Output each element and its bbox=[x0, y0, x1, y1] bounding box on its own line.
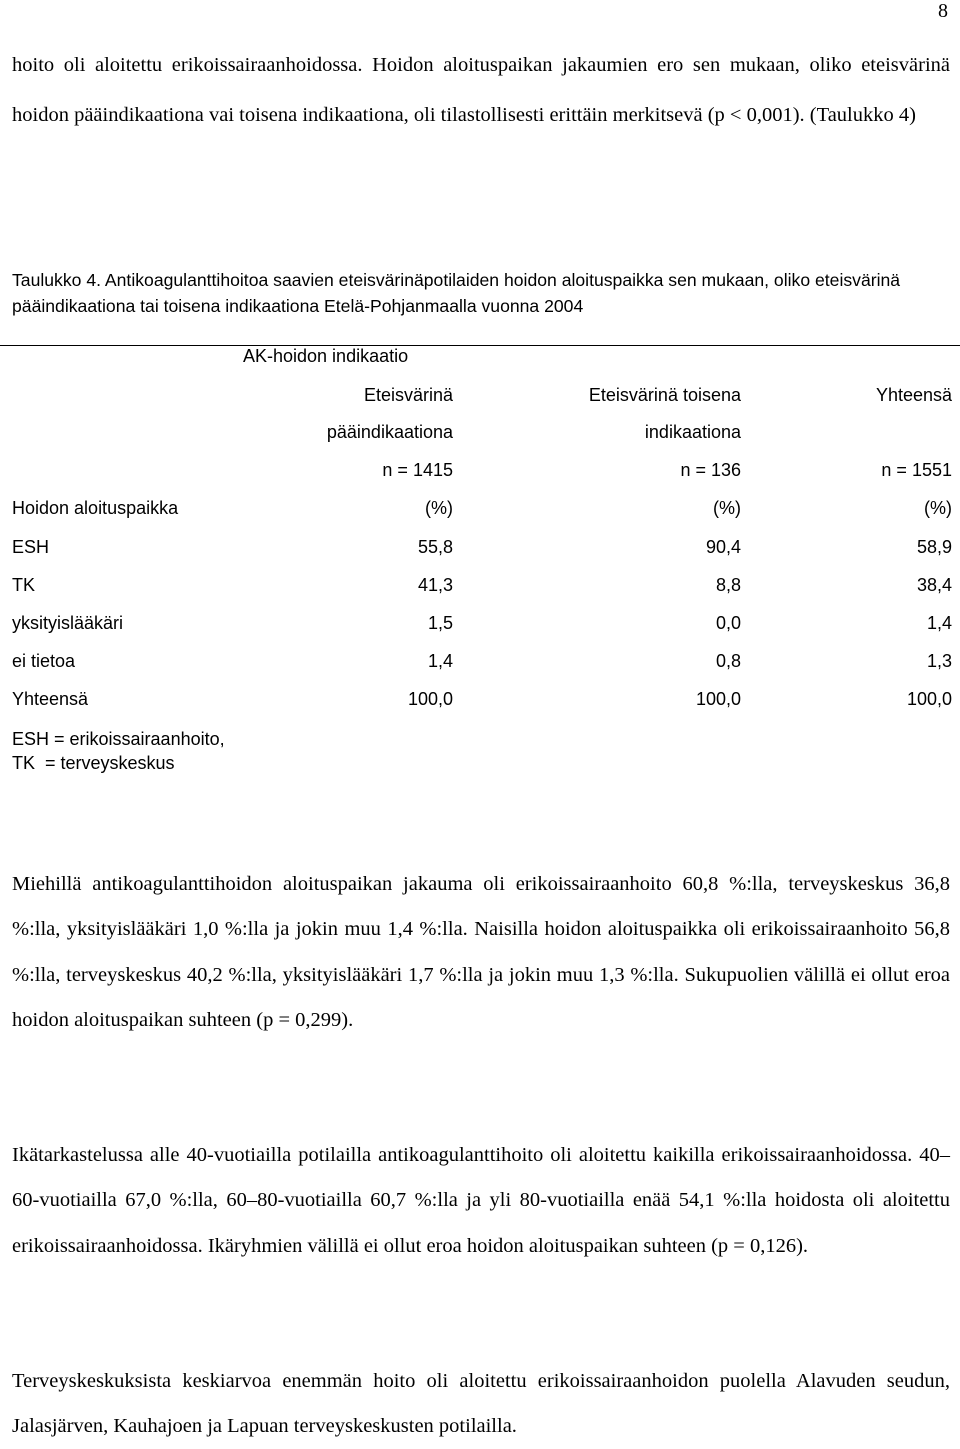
row-label: yksityislääkäri bbox=[12, 613, 124, 633]
row-label: ESH bbox=[12, 537, 50, 557]
row-label: ei tietoa bbox=[12, 651, 76, 671]
table-caption: Taulukko 4. Antikoagulanttihoitoa saavien eteisvärinäpotilaiden hoidon aloituspaikka sen mukaan, oliko eteisvärinä pääindikaationa tai toisena indikaationa Etelä-Pohjanmaalla vuonna 2004 bbox=[12, 270, 901, 316]
column-header-2-line2: indikaationa bbox=[644, 422, 741, 442]
column-unit-3: (%) bbox=[924, 498, 952, 518]
column-unit-1: (%) bbox=[425, 498, 453, 518]
table-cell: 100,0 bbox=[407, 689, 453, 709]
body-paragraph: hoito oli aloitettu erikoissairaanhoidossa. Hoidon aloituspaikan jakaumien ero sen mukaan, oliko eteisvärinä hoidon pääindikaationa vai toisena indikaationa, oli tilastollisesti erittäin merkitsevä (p < 0,001). (Taulukko 4) bbox=[12, 54, 950, 126]
row-label: Yhteensä bbox=[12, 689, 89, 709]
table-cell: 0,8 bbox=[715, 651, 741, 671]
table-cell: 58,9 bbox=[916, 537, 952, 557]
column-header-1-line1: Eteisvärinä bbox=[363, 385, 453, 405]
table-cell: 55,8 bbox=[417, 537, 453, 557]
column-header-2-line1: Eteisvärinä toisena bbox=[588, 385, 741, 405]
column-unit-2: (%) bbox=[713, 498, 741, 518]
column-header-3-line1: Yhteensä bbox=[875, 385, 952, 405]
table-group-header: AK-hoidon indikaatio bbox=[243, 346, 409, 366]
column-n-2: n = 136 bbox=[680, 460, 741, 480]
row-label: TK bbox=[12, 575, 36, 595]
table-cell: 90,4 bbox=[705, 537, 741, 557]
table-cell: 1,4 bbox=[926, 613, 952, 633]
column-n-1: n = 1415 bbox=[382, 460, 453, 480]
column-n-3: n = 1551 bbox=[881, 460, 952, 480]
table-cell: 8,8 bbox=[715, 575, 741, 595]
body-paragraph: Terveyskeskuksista keskiarvoa enemmän hoito oli aloitettu erikoissairaanhoidon puolella Alavuden seudun, Jalasjärven, Kauhajoen ja Lapuan terveyskeskusten potilailla. bbox=[12, 1370, 950, 1437]
table-cell: 1,3 bbox=[926, 651, 952, 671]
legend-line: ESH = erikoissairaanhoito, bbox=[12, 729, 225, 749]
table-cell: 41,3 bbox=[417, 575, 453, 595]
body-paragraph: Ikätarkastelussa alle 40-vuotiailla potilailla antikoagulanttihoito oli aloitettu kaikilla erikoissairaanhoidossa. 40–60-vuotiailla 67,0 %:lla, 60–80-vuotiailla 60,7 %:lla ja yli 80-vuotiailla enää 54,1 %:lla hoidosta oli aloitettu erikoissairaanhoidossa. Ikäryhmien välillä ei ollut eroa hoidon aloituspaikan suhteen (p = 0,126). bbox=[12, 1144, 950, 1257]
table-cell: 1,4 bbox=[427, 651, 453, 671]
table-cell: 38,4 bbox=[916, 575, 952, 595]
table-cell: 100,0 bbox=[906, 689, 952, 709]
body-paragraph: Miehillä antikoagulanttihoidon aloituspaikan jakauma oli erikoissairaanhoito 60,8 %:lla, terveyskeskus 36,8 %:lla, yksityislääkäri 1,0 %:lla ja jokin muu 1,4 %:lla. Naisilla hoidon aloituspaikka oli erikoissairaanhoito 56,8 %:lla, terveyskeskus 40,2 %:lla, yksityislääkäri 1,7 %:lla ja jokin muu 1,3 %:lla. Sukupuolien välillä ei ollut eroa hoidon aloituspaikan suhteen (p = 0,299). bbox=[12, 873, 950, 1031]
legend-line: TK = terveyskeskus bbox=[12, 753, 175, 773]
table-cell: 1,5 bbox=[427, 613, 453, 633]
table-cell: 100,0 bbox=[695, 689, 741, 709]
table-top-rule bbox=[0, 345, 960, 346]
table-legend bbox=[12, 727, 225, 775]
row-header: Hoidon aloituspaikka bbox=[12, 498, 179, 518]
page-number: 8 bbox=[938, 0, 948, 22]
table-cell: 0,0 bbox=[715, 613, 741, 633]
column-header-1-line2: pääindikaationa bbox=[326, 422, 453, 442]
